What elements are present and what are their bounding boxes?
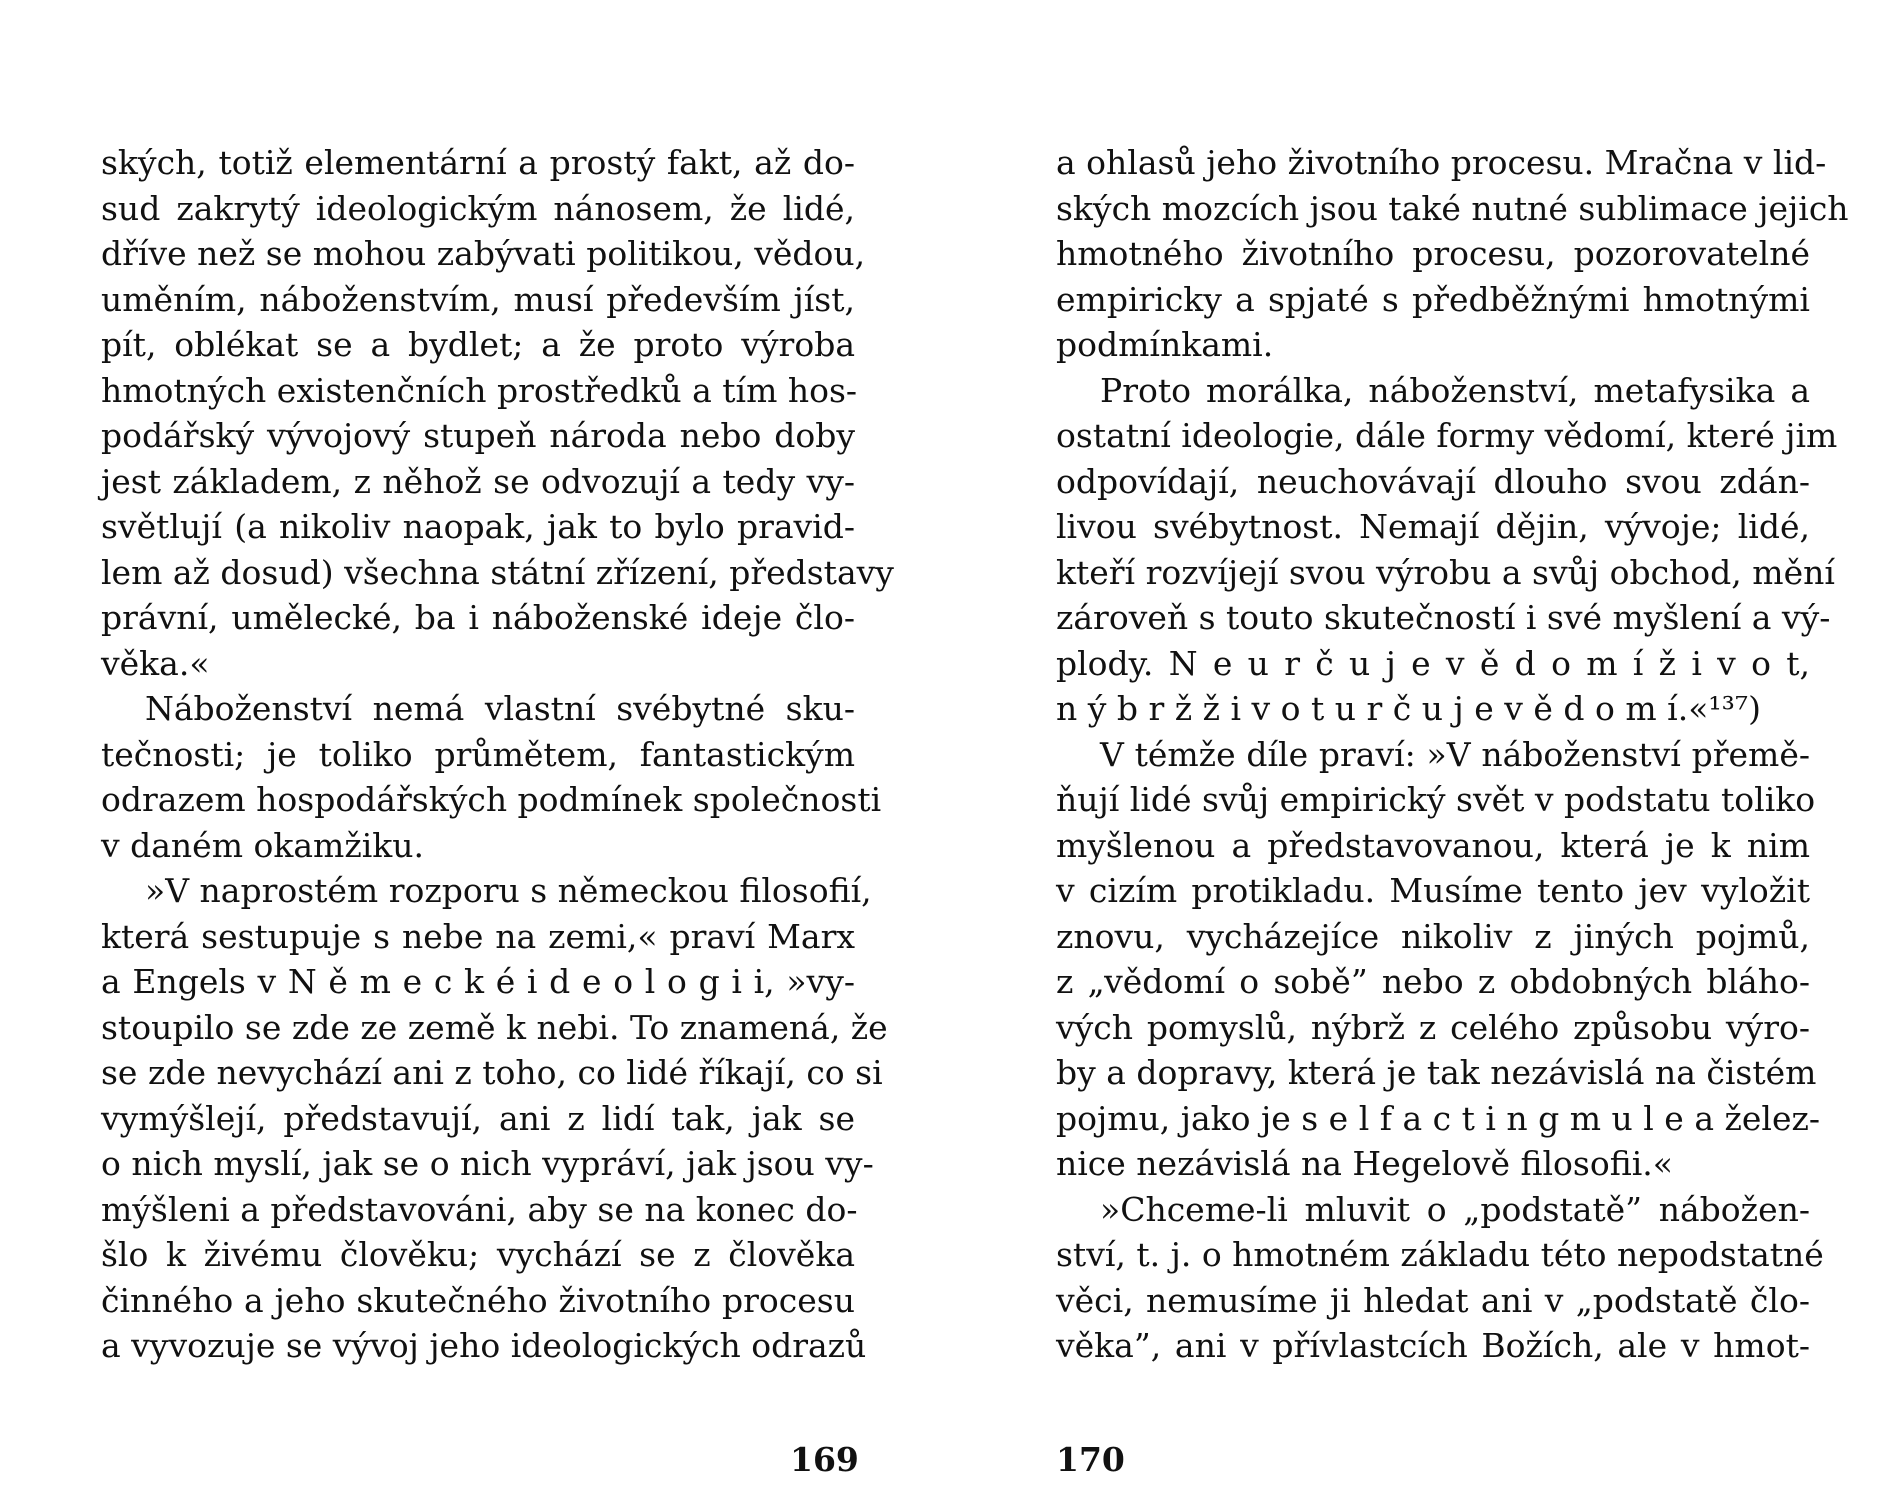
text-line: v cizím protikladu. Musíme tento jev vyložit [1056, 871, 1810, 910]
text-line: vymýšlejí, představují, ani z lidí tak, jak se [101, 1098, 855, 1138]
text-line: lem až dosud) všechna státní zřízení, představy [101, 552, 894, 592]
text-line: právní, umělecké, ba i náboženské ideje člo- [101, 598, 855, 637]
text-line: zároveň s touto skutečností i své myšlení a vý- [1056, 598, 1831, 637]
text-line: v daném okamžiku. [101, 825, 425, 865]
text-line: stoupilo se zde ze země k nebi. To znamená, že [101, 1007, 888, 1047]
text-line: Náboženství nemá vlastní svébytné sku- [145, 689, 855, 728]
text-line: a vyvozuje se vývoj jeho ideologických odrazů [101, 1326, 867, 1365]
text-line: ských, totiž elementární a prostý fakt, až do- [101, 143, 855, 182]
text-line: se zde nevychází ani z toho, co lidé říkají, co si [101, 1053, 883, 1092]
text-line: ostatní ideologie, dále formy vědomí, které jim [1056, 416, 1838, 455]
text-line: empiricky a spjaté s předběžnými hmotnými [1056, 279, 1810, 319]
text-line: jest základem, z něhož se odvozují a tedy vy- [101, 461, 855, 501]
text-line: pojmu, jako je s e l f a c t i n g m u l e a želez- [1056, 1098, 1821, 1138]
text-line: »V naprostém rozporu s německou filosofií, [145, 871, 872, 910]
text-line: sud zakrytý ideologickým nánosem, že lidé, [101, 188, 855, 228]
text-line: činného a jeho skutečného životního procesu [101, 1280, 855, 1320]
text-line: ňují lidé svůj empirický svět v podstatu toliko [1056, 780, 1816, 819]
right-page [1056, 140, 1849, 1369]
text-line: odrazem hospodářských podmínek společnosti [101, 780, 882, 819]
page-number-left: 169 [790, 1440, 859, 1479]
text-line: odpovídají, neuchovávají dlouho svou zdán- [1056, 461, 1810, 501]
text-line: která sestupuje s nebe na zemi,« praví Marx [101, 916, 855, 956]
text-line: pít, oblékat se a bydlet; a že proto výroba [101, 325, 855, 364]
page-number-right: 170 [1056, 1440, 1125, 1479]
text-line: věka”, ani v přívlastcích Božích, ale v hmot- [1056, 1326, 1810, 1365]
text-line: z „vědomí o sobě” nebo z obdobných bláho- [1056, 962, 1810, 1001]
text-line: uměním, náboženstvím, musí především jíst, [101, 279, 855, 319]
text-line: ských mozcích jsou také nutné sublimace jejich [1056, 188, 1849, 228]
text-line: podmínkami. [1056, 325, 1274, 364]
text-line: šlo k živému člověku; vychází se z člověka [101, 1235, 855, 1274]
text-line: a Engels v N ě m e c k é i d e o l o g i i, »vy- [101, 962, 855, 1001]
text-line: hmotných existenčních prostředků a tím hos- [101, 370, 858, 410]
text-line: mýšleni a představováni, aby se na konec do- [101, 1189, 858, 1229]
text-line: o nich myslí, jak se o nich vypráví, jak jsou vy- [101, 1144, 874, 1183]
text-line: a ohlasů jeho životního procesu. Mračna v lid- [1056, 143, 1827, 182]
text-line: znovu, vycházejíce nikoliv z jiných pojmů, [1056, 916, 1810, 956]
text-line: plody. N e u r č u j e v ě d o m í ž i v o t, [1056, 643, 1810, 683]
text-line: livou svébytnost. Nemají dějin, vývoje; lidé, [1056, 507, 1810, 546]
text-line: dříve než se mohou zabývati politikou, vědou, [101, 234, 866, 273]
text-line: věci, nemusíme ji hledat ani v „podstatě člo- [1056, 1280, 1810, 1320]
text-line: nice nezávislá na Hegelově filosofii.« [1056, 1144, 1673, 1183]
text-line: myšlenou a představovanou, která je k nim [1056, 825, 1810, 865]
text-line: »Chceme-li mluvit o „podstatě” nábožen- [1100, 1189, 1810, 1229]
text-line: podářský vývojový stupeň národa nebo doby [101, 416, 855, 455]
left-page [101, 140, 894, 1369]
text-line: kteří rozvíjejí svou výrobu a svůj obchod, mění [1056, 552, 1835, 592]
text-line: Proto morálka, náboženství, metafysika a [1100, 370, 1810, 410]
text-line: tečnosti; je toliko průmětem, fantastickým [101, 734, 855, 774]
text-line: n ý b r ž ž i v o t u r č u j e v ě d o m í.«¹³⁷) [1056, 689, 1761, 728]
text-line: ství, t. j. o hmotném základu této nepodstatné [1056, 1235, 1824, 1274]
text-line: vých pomyslů, nýbrž z celého způsobu výro- [1056, 1007, 1810, 1047]
text-line: hmotného životního procesu, pozorovatelné [1056, 234, 1810, 273]
text-line: věka.« [101, 643, 210, 683]
text-line: V témže díle praví: »V náboženství přemě- [1100, 734, 1810, 774]
text-line: by a dopravy, která je tak nezávislá na čistém [1056, 1053, 1817, 1092]
text-line: světlují (a nikoliv naopak, jak to bylo pravid- [101, 507, 855, 546]
